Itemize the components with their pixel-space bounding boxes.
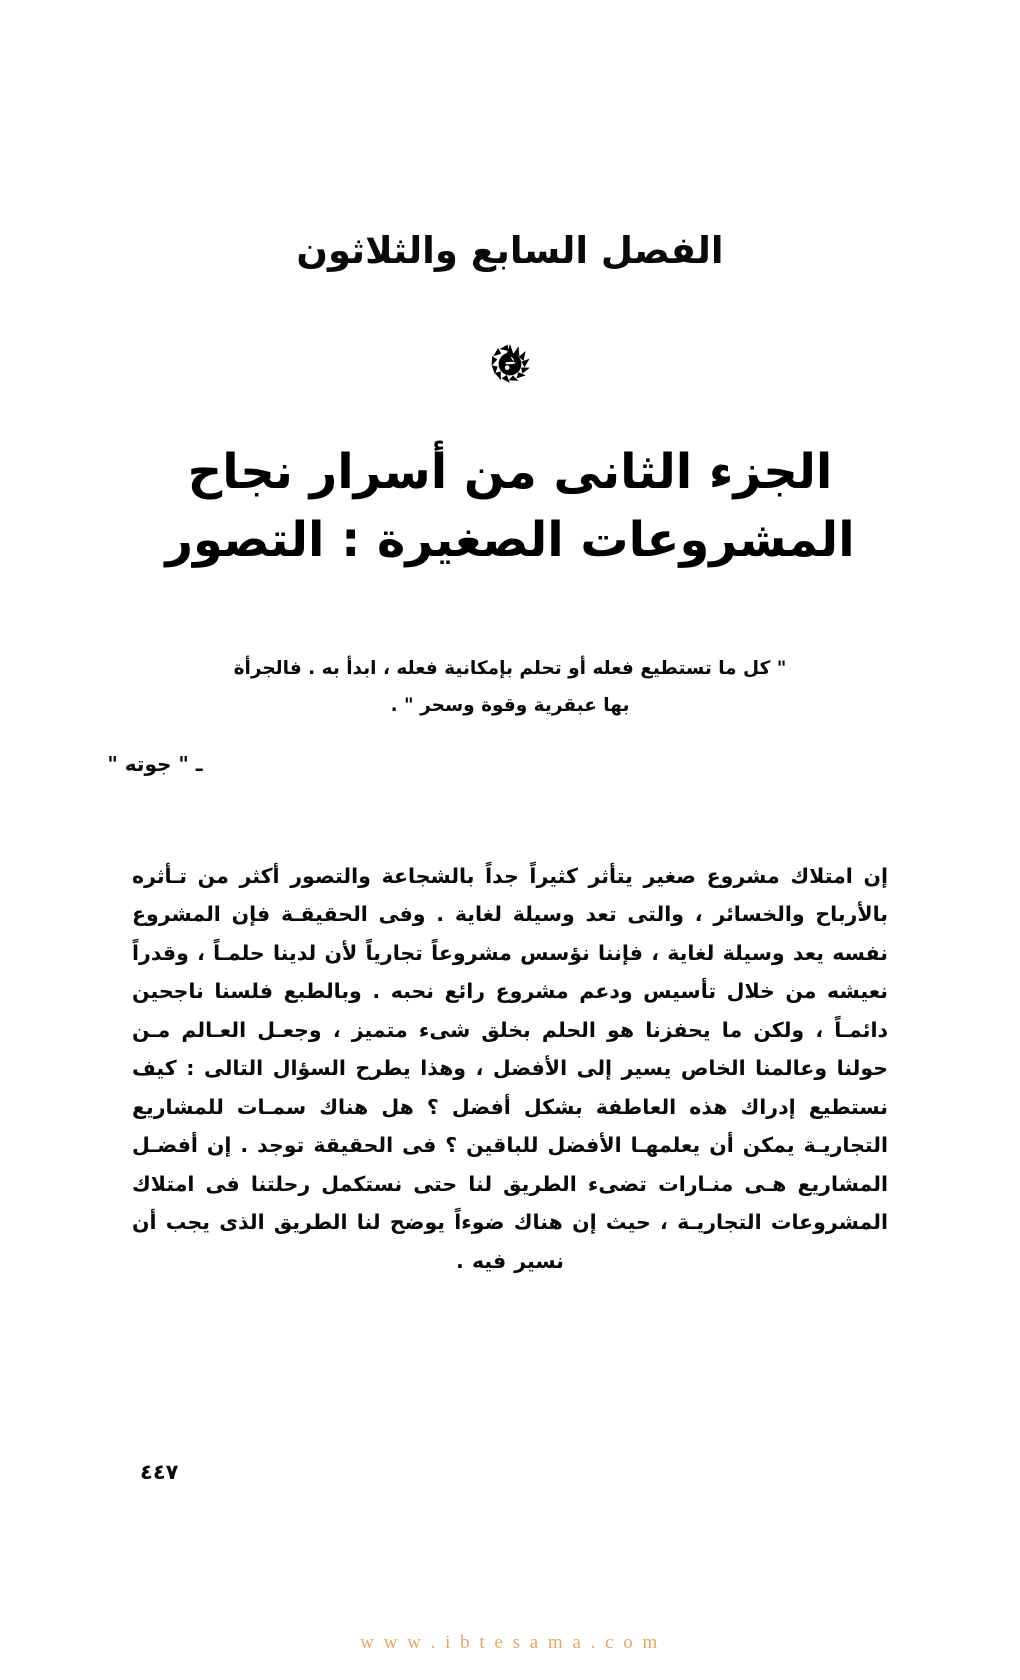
quote-line-1: " كل ما تستطيع فعله أو تحلم بإمكانية فعله ، ابدأ به . فالجرأة xyxy=(233,658,787,679)
quote-attribution: ـ " جوته " xyxy=(107,752,203,776)
site-watermark: w w w . i b t e s a m a . c o m xyxy=(360,1632,660,1653)
quote-line-2: بها عبقرية وقوة وسحر " . xyxy=(390,695,630,716)
epigraph-quote xyxy=(185,650,835,724)
page-number: ٤٤٧ xyxy=(140,1460,179,1484)
chapter-heading: الفصل السابع والثلاثون xyxy=(296,229,724,272)
page-title-line-1: الجزء الثانى من أسرار نجاح xyxy=(187,444,833,500)
body-paragraph: إن امتلاك مشروع صغير يتأثر كثيراً جداً بالشجاعة والتصور أكثر من تـأثره بالأرباح والخسائر ، والتى تعد وسيلة لغاية . وفى الحقيقـة فإن المشروع نفسه يعد وسيلة لغاية ، فإننا نؤسس مشروعاً تجارياً لأن لدينا حلمـاً ، وقدراً نعيشه من خلال تأسيس ودعم مشروع رائع نحبه . وبالطبع فلسنا ناجحين دائمـاً ، ولكن ما يحفزنا هو الحلم بخلق شىء متميز ، وجعـل العـالم مـن حولنا وعالمنا الخاص يسير إلى الأفضل ، وهذا يطرح السؤال التالى : كيف نستطيع إدراك هذه العاطفة بشكل أفضل ؟ هل هناك سمـات للمشاريع التجاريـة يمكن أن يعلمهـا الأفضل للباقين ؟ فى الحقيقة توجد . إن أفضـل المشاريع هـى منـارات تضىء الطريق لنا حتى نستكمل رحلتنا فى امتلاك المشروعات التجاريـة ، حيث إن هناك ضوءاً يوضح لنا الطريق الذى يجب أن نسير فيه . xyxy=(132,863,888,1273)
page-title-line-2: المشروعات الصغيرة : التصور xyxy=(165,512,855,569)
spiral-sunburst-ornament xyxy=(0,336,1020,392)
page-title xyxy=(150,438,870,574)
